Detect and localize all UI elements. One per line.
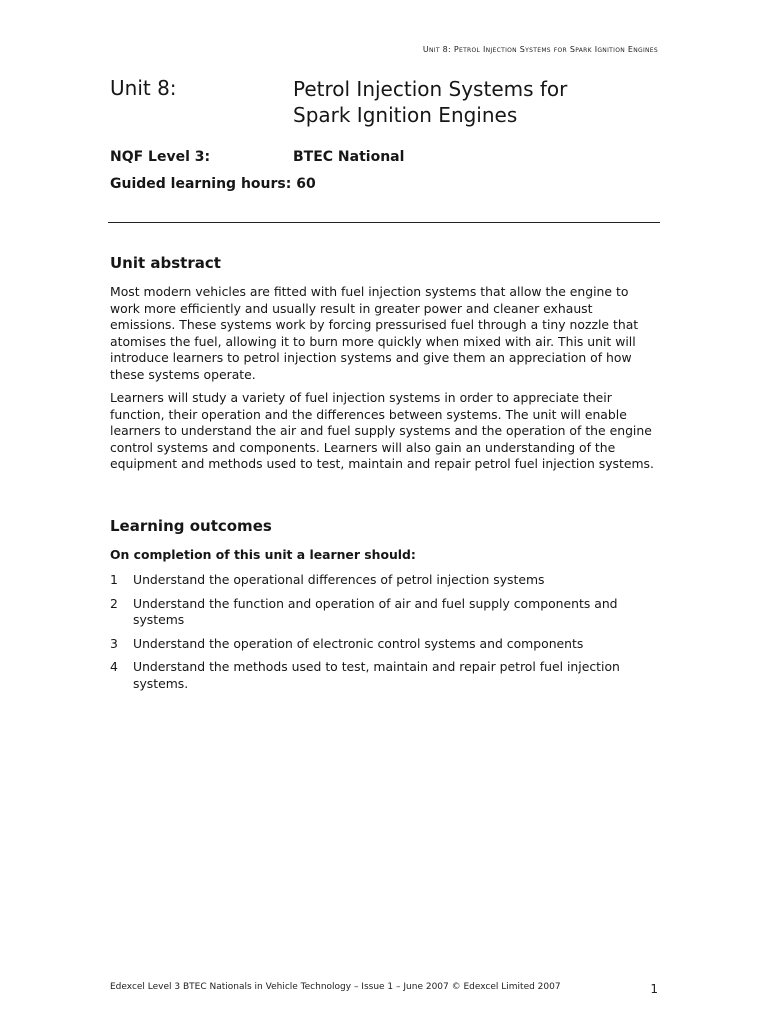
outcome-item (110, 659, 655, 692)
running-header: Unit 8: Petrol Injection Systems for Spark Ignition Engines (422, 45, 658, 54)
outcome-item (110, 572, 655, 589)
outcome-number: 4 (110, 659, 118, 675)
nqf-level-label: NQF Level 3: (110, 149, 211, 165)
guided-hours-value: 60 (296, 176, 316, 192)
nqf-level-row (110, 149, 404, 165)
outcome-item (110, 636, 655, 653)
outcome-number: 2 (110, 595, 118, 611)
outcomes-list (110, 572, 655, 700)
guided-hours-row (110, 176, 316, 192)
footer-text: Edexcel Level 3 BTEC Nationals in Vehicle Technology – Issue 1 – June 2007 © Edexcel Limited 2007 (110, 982, 561, 992)
outcome-text: Understand the methods used to test, maintain and repair petrol fuel injection systems. (133, 659, 620, 691)
outcome-text: Understand the function and operation of air and fuel supply components and systems (133, 595, 618, 628)
abstract-paragraph-1: Most modern vehicles are fitted with fuel injection systems that allow the engine to work more efficiently and usually result in greater power and cleaner exhaust emissions. These systems work by forcing pressurised fuel through a tiny nozzle that atomises the fuel, allowing it to burn more quickly when mixed with air. This unit will introduce learners to petrol injection systems and give them an appreciation of how these systems operate. (110, 284, 639, 382)
abstract-paragraph-2: Learners will study a variety of fuel injection systems in order to appreciate their function, their operation and the differences between systems. The unit will enable learners to understand the air and fuel supply systems and the operation of the engine control systems and components. Learners will also gain an understanding of the equipment and methods used to test, maintain and repair petrol fuel injection systems. (110, 390, 654, 472)
outcome-text: Understand the operational differences of petrol injection systems (133, 572, 545, 587)
abstract-heading: Unit abstract (110, 254, 221, 272)
page-number: 1 (650, 982, 658, 996)
outcome-number: 3 (110, 635, 118, 651)
outcomes-heading: Learning outcomes (110, 517, 272, 535)
outcomes-lead: On completion of this unit a learner should: (110, 547, 416, 562)
nqf-level-value: BTEC National (293, 149, 405, 165)
unit-title: Petrol Injection Systems for Spark Ignition Engines (293, 77, 568, 127)
divider (108, 222, 660, 223)
outcome-item (110, 596, 655, 629)
outcome-number: 1 (110, 572, 118, 587)
guided-hours-label: Guided learning hours: (110, 176, 292, 192)
unit-number: Unit 8: (110, 76, 177, 100)
page-footer (110, 982, 658, 996)
outcome-text: Understand the operation of electronic control systems and components (133, 635, 584, 651)
